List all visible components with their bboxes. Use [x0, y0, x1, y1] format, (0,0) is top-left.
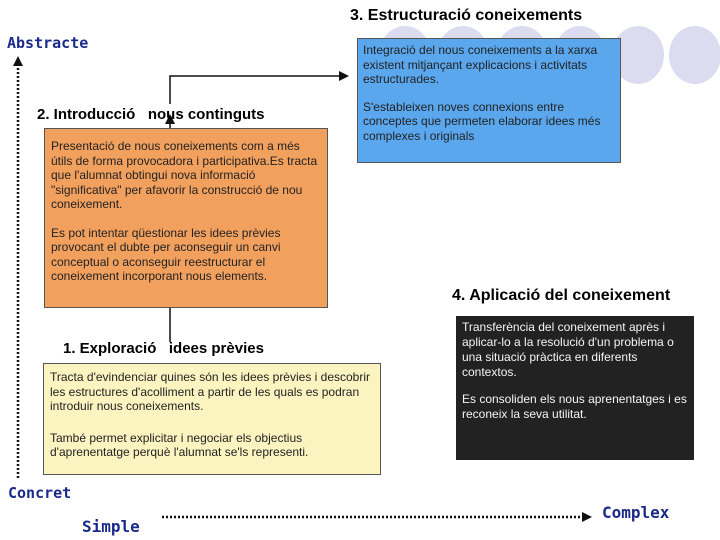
stage4-paragraph-2: Es consoliden els nous aprenentatges i es reconeix la seva utilitat. — [462, 392, 687, 421]
stage1-title: 1. Exploració idees prèvies — [63, 340, 264, 357]
axis-label-simple: Simple — [82, 517, 140, 536]
stage2-paragraph-2: Es pot intentar qüestionar les idees prèvies provocant el dubte per aconseguir un canvi conceptual o aconseguir reestructurar el coneixement incorporant nous elements. — [51, 225, 281, 283]
axis-label-concrete: Concret — [8, 484, 72, 502]
stage1-paragraph-2: També permet explicitar i negociar els objectius d'aprenentatge perquè l'alumnat se'ls representi. — [50, 430, 309, 459]
stage4-title: 4. Aplicació del coneixement — [452, 287, 671, 304]
stage3-paragraph-1: Integració del nous coneixements a la xarxa existent mitjançant explicacions i activitats estructurades. — [363, 43, 598, 86]
stage1-box — [43, 363, 381, 475]
stage1-paragraph-1: Tracta d'evindenciar quines són les idees prèvies i descobrir les estructures d'acolliment a partir de les quals es podran introduir nous coneixements. — [50, 370, 371, 413]
stage2-paragraph-1: Presentació de nous coneixements com a més útils de forma provocadora i participativa.Es tracta que l'alumnat obtingui nova informació "significativa" per afavorir la construcció de nou coneixement. — [51, 139, 318, 211]
stage4-paragraph-1: Transferència del coneixement après i aplicar-lo a la resolució d'un problema o una situació pràctica en diferents contextos. — [462, 320, 674, 379]
stage2-to-stage3-arrow — [170, 76, 347, 104]
stage2-box — [44, 128, 328, 308]
stage2-title: 2. Introducció nous continguts — [37, 106, 265, 123]
stage3-box — [357, 38, 621, 163]
axis-label-complex: Complex — [602, 503, 670, 522]
stage3-paragraph-2: S'estableixen noves connexions entre conceptes que permeten elaborar idees més complexes i originals — [363, 99, 601, 143]
stage4-box — [456, 316, 694, 460]
stage3-title: 3. Estructuració coneixements — [350, 7, 583, 24]
axis-label-abstract: Abstracte — [7, 34, 89, 52]
